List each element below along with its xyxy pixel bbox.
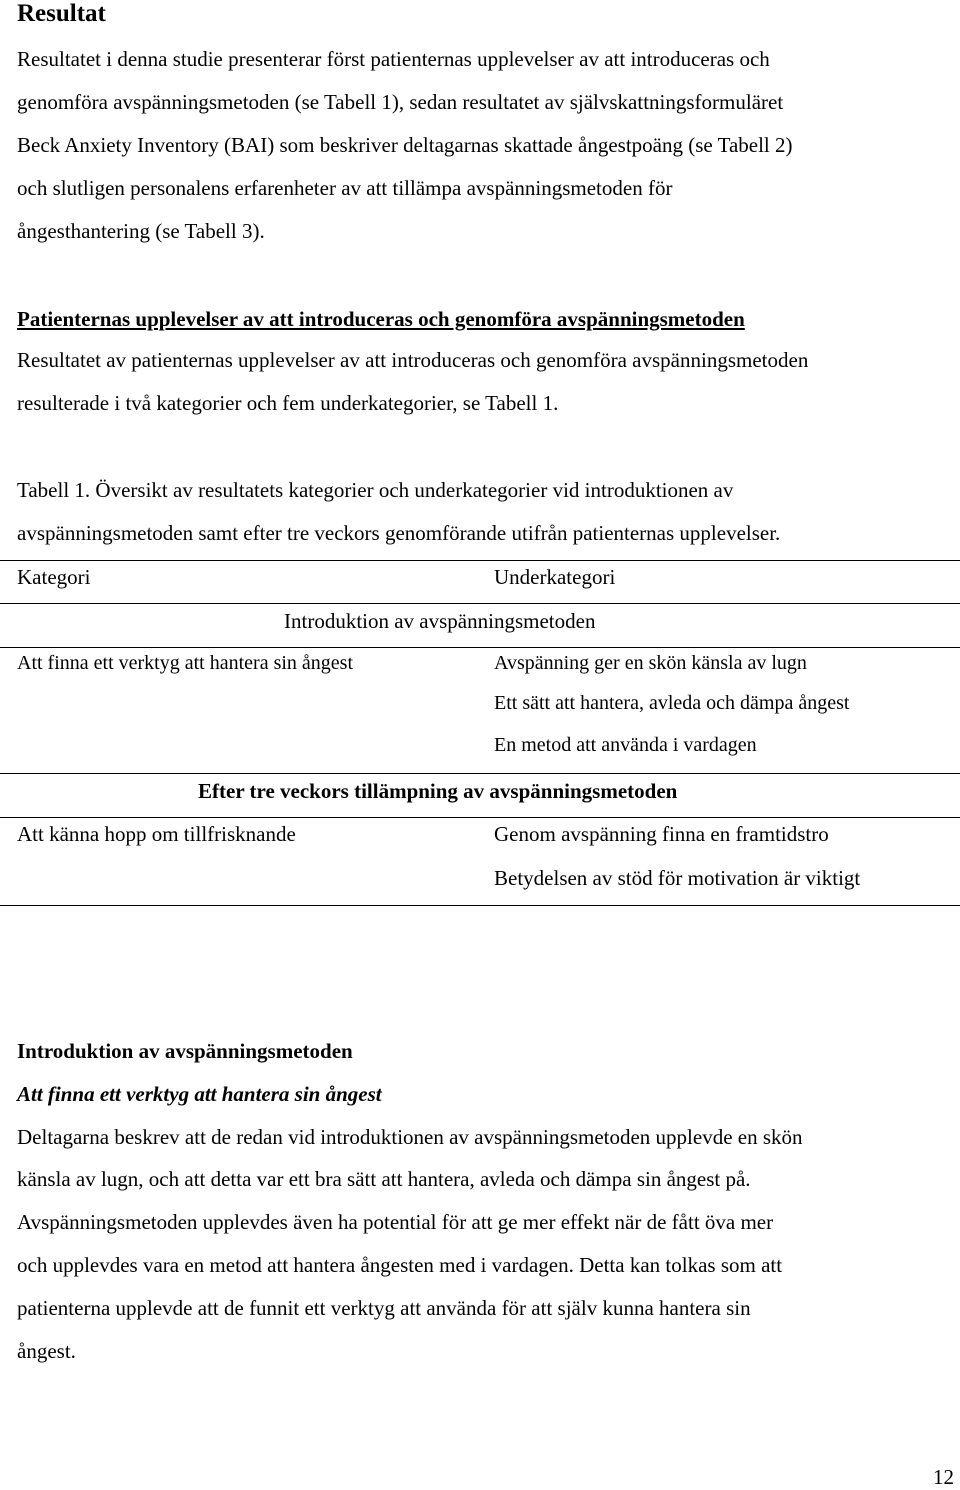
page-title: Resultat [17,0,106,27]
table-header-subcategory: Underkategori [494,565,616,589]
discussion-line-4: och upplevdes vara en metod att hantera ångesten med i vardagen. Detta kan tolkas som att [17,1253,783,1277]
discussion-line-1: Deltagarna beskrev att de redan vid introduktionen av avspänningsmetoden upplevde en skön [17,1125,803,1149]
discussion-subheading: Att finna ett verktyg att hantera sin ångest [17,1082,382,1106]
table-section1-rule [0,647,960,648]
intro-line-2: genomföra avspänningsmetoden (se Tabell 1), sedan resultatet av självskattningsformuläret [17,90,784,114]
discussion-line-5: patienterna upplevde att de funnit ett verktyg att använda för att själv kunna hantera sin [17,1296,751,1320]
table-header-category: Kategori [17,565,91,589]
intro-line-5: ångesthantering (se Tabell 3). [17,219,265,243]
intro-line-1: Resultatet i denna studie presenterar först patienternas upplevelser av att introduceras och [17,47,770,71]
discussion-line-3: Avspänningsmetoden upplevdes även ha potential för att ge mer effekt när de fått öva mer [17,1210,774,1234]
table-section1-category: Att finna ett verktyg att hantera sin ångest [17,652,354,674]
intro-line-4: och slutligen personalens erfarenheter av att tillämpa avspänningsmetoden för [17,176,673,200]
discussion-heading: Introduktion av avspänningsmetoden [17,1039,353,1063]
table-section2-sub-1: Genom avspänning finna en framtidstro [494,822,829,846]
table-top-rule [0,560,960,561]
table-section2-title: Efter tre veckors tillämpning av avspänningsmetoden [198,779,678,803]
table-header-rule [0,603,960,604]
discussion-line-6: ångest. [17,1339,76,1363]
table-caption-line-2: avspänningsmetoden samt efter tre veckors genomförande utifrån patienternas upplevelser. [17,521,781,545]
page-number: 12 [933,1465,954,1489]
table-section1-sub-3: En metod att använda i vardagen [494,734,757,756]
table-section2-top-rule [0,773,960,774]
table-bottom-rule [0,905,960,906]
subsection-line-1: Resultatet av patienternas upplevelser av att introduceras och genomföra avspänningsmetoden [17,348,809,372]
table-section2-rule [0,817,960,818]
table-section2-sub-2: Betydelsen av stöd för motivation är viktigt [494,866,861,890]
intro-line-3: Beck Anxiety Inventory (BAI) som beskriver deltagarnas skattade ångestpoäng (se Tabell 2) [17,133,793,157]
discussion-line-2: känsla av lugn, och att detta var ett bra sätt att hantera, avleda och dämpa sin ångest på. [17,1167,751,1191]
subsection-title: Patienternas upplevelser av att introduceras och genomföra avspänningsmetoden [17,307,745,331]
table-section1-sub-1: Avspänning ger en skön känsla av lugn [494,652,807,674]
table-section2-category: Att känna hopp om tillfrisknande [17,822,296,846]
table-caption-line-1: Tabell 1. Översikt av resultatets kategorier och underkategorier vid introduktionen av [17,478,734,502]
table-section1-sub-2: Ett sätt att hantera, avleda och dämpa ångest [494,692,850,714]
table-section1-title: Introduktion av avspänningsmetoden [284,609,596,633]
subsection-line-2: resulterade i två kategorier och fem underkategorier, se Tabell 1. [17,391,559,415]
